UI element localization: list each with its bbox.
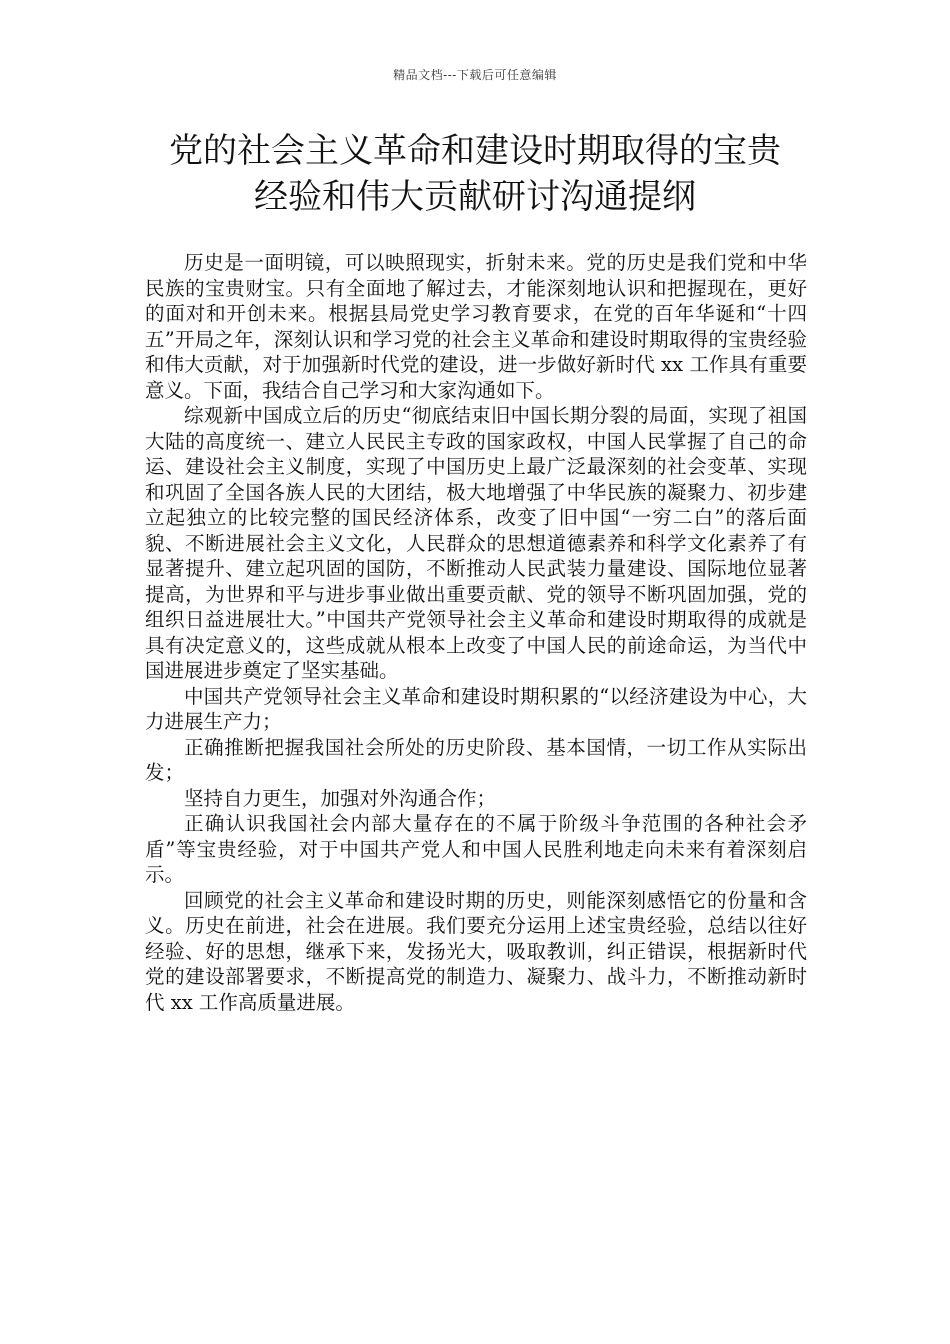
paragraph-7: 回顾党的社会主义革命和建设时期的历史，则能深刻感悟它的份量和含义。历史在前进，社会在进展。我们要充分运用上述宝贵经验，总结以往好经验、好的思想，继承下来，发扬光大，吸取教训，纠正错误，根据新时代党的建设部署要求，不断提高党的制造力、凝聚力、战斗力，不断推动新时代 xx 工作高质量进展。 xyxy=(145,888,807,1014)
document-title xyxy=(140,128,810,220)
header-note: 精品文档---下载后可任意编辑 xyxy=(393,68,557,82)
paragraph-5: 坚持自力更生，加强对外沟通合作； xyxy=(184,786,497,810)
document-body xyxy=(145,250,807,1015)
paragraph-3: 中国共产党领导社会主义革命和建设时期积累的“以经济建设为中心，大力进展生产力； xyxy=(145,684,807,733)
paragraph-4: 正确推断把握我国社会所处的历史阶段、基本国情，一切工作从实际出发； xyxy=(145,735,807,784)
title-line-1: 党的社会主义革命和建设时期取得的宝贵 xyxy=(169,131,781,171)
paragraph-6: 正确认识我国社会内部大量存在的不属于阶级斗争范围的各种社会矛盾”等宝贵经验，对于中国共产党人和中国人民胜利地走向未来有着深刻启示。 xyxy=(145,812,807,886)
title-line-2: 经验和伟大贡献研讨沟通提纲 xyxy=(254,177,696,217)
paragraph-2: 综观新中国成立后的历史“彻底结束旧中国长期分裂的局面，实现了祖国大陆的高度统一、建立人民民主专政的国家政权，中国人民掌握了自己的命运、建设社会主义制度，实现了中国历史上最广泛最深刻的社会变革、实现和巩固了全国各族人民的大团结，极大地增强了中华民族的凝聚力、初步建立起独立的比较完整的国民经济体系，改变了旧中国“一穷二白”的落后面貌、不断进展社会主义文化，人民群众的思想道德素养和科学文化素养了有显著提升、建立起巩固的国防，不断推动人民武装力量建设、国际地位显著提高，为世界和平与进步事业做出重要贡献、党的领导不断巩固加强，党的组织日益进展壮大。”中国共产党领导社会主义革命和建设时期取得的成就是具有决定意义的，这些成就从根本上改变了中国人民的前途命运，为当代中国进展进步奠定了坚实基础。 xyxy=(145,404,807,682)
paragraph-1: 历史是一面明镜，可以映照现实，折射未来。党的历史是我们党和中华民族的宝贵财宝。只有全面地了解过去，才能深刻地认识和把握现在，更好的面对和开创未来。根据县局党史学习教育要求，在党的百年华诞和“十四五”开局之年，深刻认识和学习党的社会主义革命和建设时期取得的宝贵经验和伟大贡献，对于加强新时代党的建设，进一步做好新时代 xx 工作具有重要意义。下面，我结合自己学习和大家沟通如下。 xyxy=(145,251,807,402)
